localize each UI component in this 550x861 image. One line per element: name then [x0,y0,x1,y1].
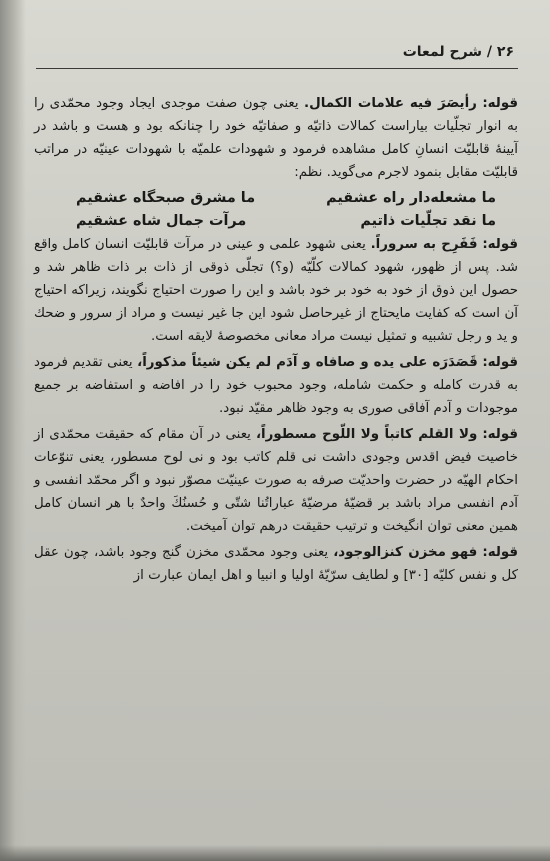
paragraph-3 [34,351,518,420]
paragraph-5 [34,541,518,587]
quoted-phrase: ولا القلم كاتباً ولا اللّوح مسطوراً، [255,427,478,442]
paragraph-label: قوله: [482,545,519,560]
quoted-phrase: رأيصَرَ فيه علامات الكمال. [303,96,477,111]
verse-hemistich-right: ما مشعله‌دار راه عشقيم [326,190,496,206]
verse-hemistich-left: ما مشرق صبحگاه عشقيم [76,190,256,206]
paragraph-1 [34,92,518,184]
paragraph-text: يعنى شهود علمى و عينى در مرآت قابليّت انسان كامل واقع شد. پس از ظهور، شهود كمالات كلّيّه (و؟) تجلّى ذوقى از ذات بر ذات ظاهر شد و حصول اين ذوق از خود به خود بر خود باشد و اين را صورت احتياج نگويند، زيراكه احتياج آن است كه كفايت مايحتاج از غيرحاصل شود اين جا غير نيست و مراد از سرور و ضحك و يد و رجل تشبيه و تمثيل نيست مراد معانى مخصوصهٔ لايقه است. [34,237,518,344]
quoted-phrase: قَصَدَرَه على يده و صافاه و آدَم لم يكن شيئاً مذكوراً، [137,355,478,370]
running-head: ۲۶ / شرح لمعات [402,44,514,60]
paragraph-label: قوله: [482,355,518,370]
verse-line-2 [76,210,496,233]
paragraph-text: يعنى در آن مقام كه حقيقت محمّدى از خاصيت فيض اقدس وجودى داشت نى قلم كاتب بود و نى لوح مسطور، يعنى تنوّعات احكام الهيّه در حضرت واحديّت صرفه به صورت عينيّت مصوّر نبود و اگر محمّد انفسى و آدم انفسى مراد باشد بر قضيّهٔ مرضيّهٔ عباراتُنا شتّى و حُسنُكَ واحدٌ با هر انسان كامل همين معنى توان انگيخت و ترتيب حقيقت درهم توان آميخت. [34,427,518,534]
paragraph-text: يعنى چون صفت موجدى ايجاد وجود محمّدى را به انوار تجلّيات بياراست كمالات ذاتيّه و صفاتيّه خود را چنانكه بود و هست و باشد در آيينهٔ قابليّت انسانِ كامل مشاهده فرمود و شهودات علميّه با شهودات عينيّه در مراتب قابليّت مقابل بنمود لاجرم مى‌گويد. نظم: [34,96,518,180]
page-body [34,92,518,590]
paragraph-label: قوله: [482,427,518,442]
paragraph-label: قوله: [482,96,518,111]
verse-line-1 [76,187,496,210]
paragraph-text: يعنى وجود محمّدى مخزن گنج وجود باشد، چون عقل كل و نفس كليّه [۳۰] و لطايف سرّيّهٔ اوليا و انبيا و اهل ايمان عبارت از [34,545,518,583]
page-header [36,42,518,69]
paragraph-label: قوله: [482,237,518,252]
quoted-phrase: فَفَرِح به سروراً. [370,237,478,252]
paragraph-text: يعنى تقديم فرمود به قدرت كامله و حكمت شامله، وجود محبوب خود را در افاضه و استفاضه بر جميع موجودات و آدم آفاقى صورى به وجود ظاهر مقيّد نبود. [34,355,518,416]
verse-hemistich-left: مرآت جمال شاه عشقيم [76,213,247,229]
verse-hemistich-right: ما نقد تجلّيات ذاتيم [360,213,496,229]
paragraph-4 [34,423,518,538]
paragraph-2 [34,233,518,348]
quoted-phrase: فهو مخزن كنزالوجود، [333,545,478,560]
